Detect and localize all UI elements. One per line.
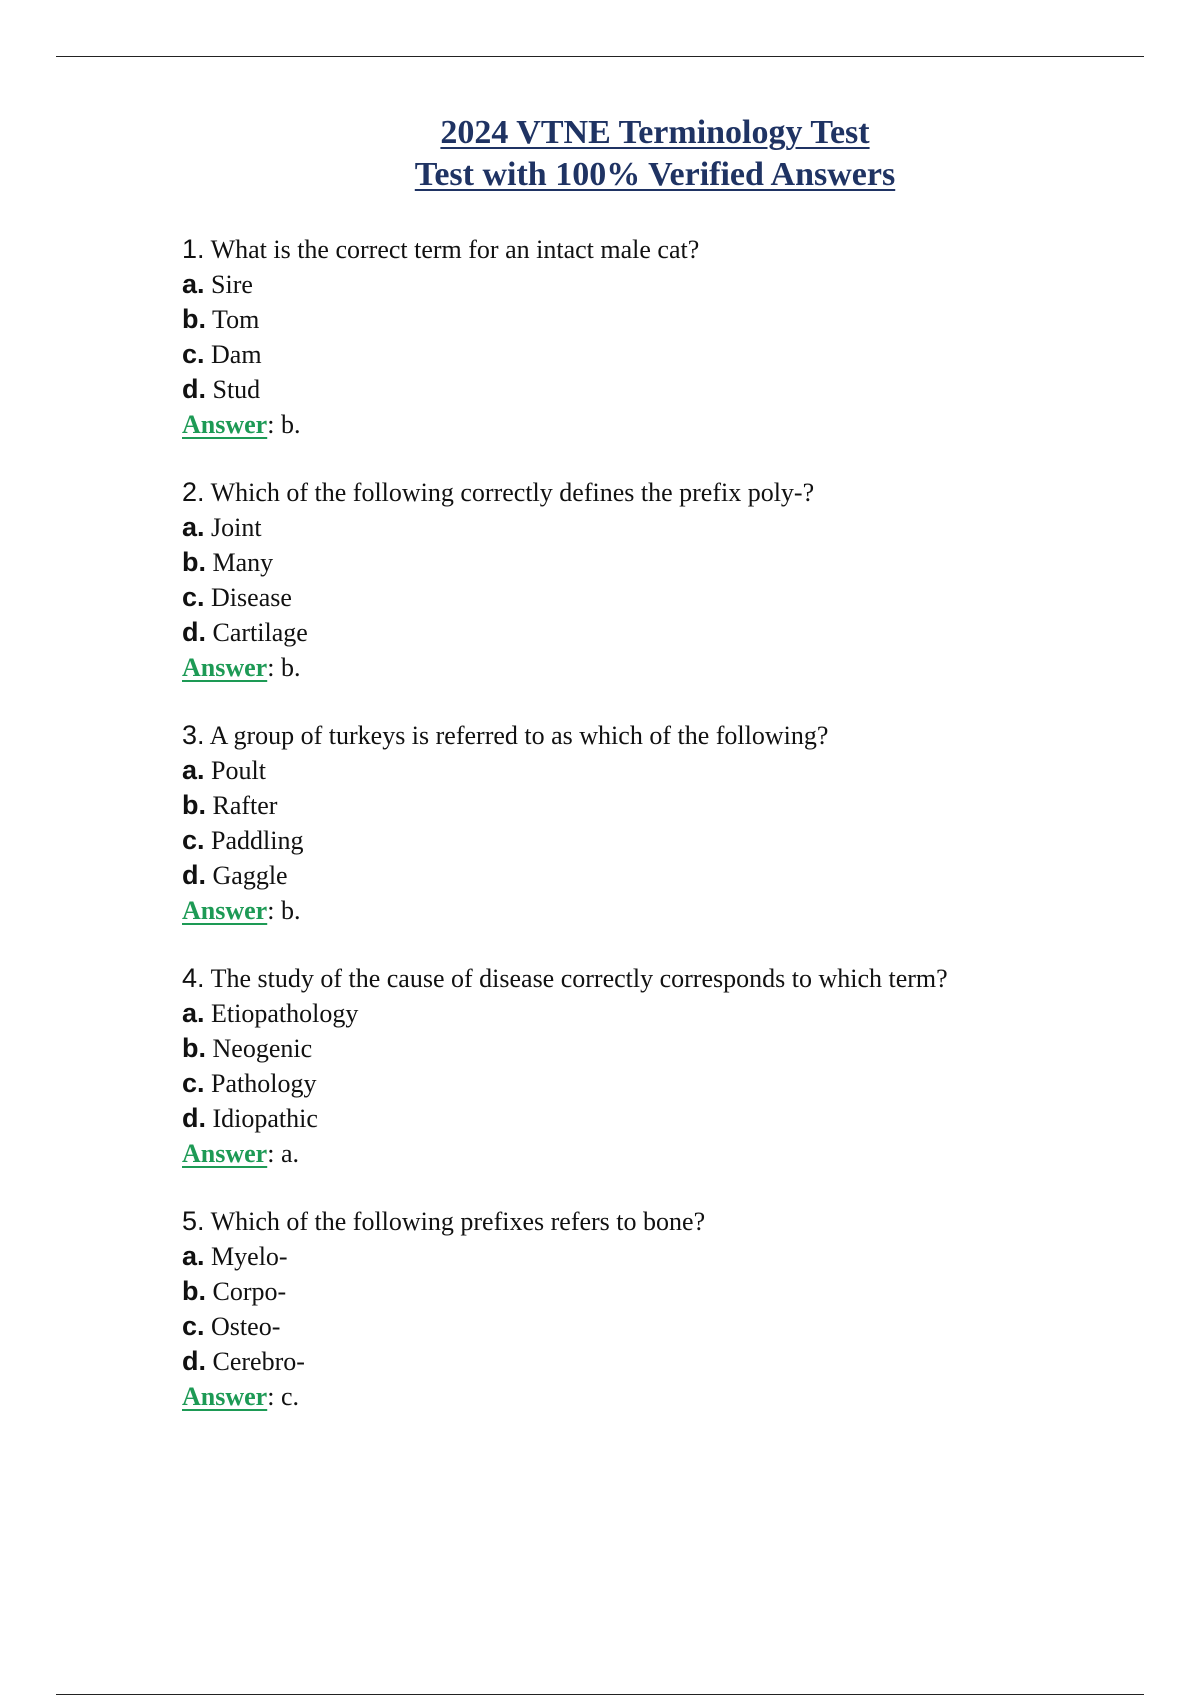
option-text: Idiopathic [212,1104,318,1133]
question-stem [182,232,1142,267]
option-letter: d. [182,860,206,890]
option-d [182,858,1142,893]
answer-line [182,1379,1142,1414]
answer-label: Answer [182,1382,268,1411]
option-d [182,1101,1142,1136]
option-letter: b. [182,304,206,334]
option-a [182,1239,1142,1274]
option-d [182,372,1142,407]
answer-value: : b. [267,896,301,925]
option-letter: c. [182,1068,205,1098]
option-b [182,788,1142,823]
answer-line [182,893,1142,928]
answer-line [182,1136,1142,1171]
question-text: Which of the following prefixes refers to bone? [210,1207,706,1236]
option-letter: a. [182,998,205,1028]
answer-label: Answer [182,653,268,682]
option-letter: c. [182,339,205,369]
option-d [182,1344,1142,1379]
question-text: The study of the cause of disease correctly corresponds to which term? [210,964,948,993]
option-c [182,1066,1142,1101]
option-a [182,510,1142,545]
question-stem [182,1204,1142,1239]
question-number: 4. [182,963,205,993]
top-rule [56,56,1144,57]
question-stem [182,961,1142,996]
title-line-2: Test with 100% Verified Answers [414,156,896,193]
option-letter: d. [182,617,206,647]
bottom-rule [56,1694,1144,1695]
question-text: What is the correct term for an intact male cat? [210,235,700,264]
answer-value: : b. [267,410,301,439]
question-number: 1. [182,234,205,264]
answer-label: Answer [182,1139,268,1168]
option-letter: a. [182,512,205,542]
document-title [0,112,1200,196]
option-letter: a. [182,1241,205,1271]
option-text: Poult [211,756,266,785]
answer-value: : b. [267,653,301,682]
option-a [182,267,1142,302]
option-c [182,580,1142,615]
option-text: Stud [212,375,261,404]
option-text: Pathology [211,1069,317,1098]
option-text: Many [212,548,274,577]
option-text: Cartilage [212,618,308,647]
option-c [182,823,1142,858]
question-number: 3. [182,720,205,750]
option-b [182,1274,1142,1309]
option-letter: a. [182,755,205,785]
question-2 [182,475,1142,718]
answer-line [182,407,1142,442]
option-b [182,545,1142,580]
option-d [182,615,1142,650]
question-text: A group of turkeys is referred to as which of the following? [209,721,829,750]
option-text: Joint [211,513,262,542]
answer-value: : a. [267,1139,299,1168]
option-b [182,302,1142,337]
option-letter: b. [182,1276,206,1306]
question-text: Which of the following correctly defines the prefix poly-? [210,478,815,507]
option-letter: d. [182,1346,206,1376]
option-text: Corpo- [212,1277,287,1306]
question-stem [182,475,1142,510]
option-text: Sire [211,270,253,299]
question-1 [182,232,1142,475]
option-text: Osteo- [211,1312,281,1341]
question-number: 2. [182,477,205,507]
option-text: Etiopathology [211,999,359,1028]
option-text: Neogenic [212,1034,313,1063]
option-letter: c. [182,582,205,612]
option-letter: c. [182,1311,205,1341]
option-letter: d. [182,374,206,404]
answer-label: Answer [182,896,268,925]
option-text: Myelo- [211,1242,288,1271]
option-text: Gaggle [212,861,288,890]
question-stem [182,718,1142,753]
option-b [182,1031,1142,1066]
question-3 [182,718,1142,961]
option-a [182,753,1142,788]
answer-label: Answer [182,410,268,439]
option-letter: b. [182,1033,206,1063]
title-line-1: 2024 VTNE Terminology Test [440,114,870,151]
option-text: Cerebro- [212,1347,305,1376]
option-letter: b. [182,547,206,577]
option-letter: a. [182,269,205,299]
question-4 [182,961,1142,1204]
option-a [182,996,1142,1031]
question-number: 5. [182,1206,205,1236]
option-text: Rafter [212,791,278,820]
option-letter: d. [182,1103,206,1133]
question-5 [182,1204,1142,1447]
option-text: Paddling [211,826,304,855]
option-c [182,337,1142,372]
option-text: Dam [211,340,262,369]
option-text: Disease [211,583,292,612]
answer-line [182,650,1142,685]
option-text: Tom [212,305,260,334]
option-letter: b. [182,790,206,820]
answer-value: : c. [267,1382,299,1411]
option-c [182,1309,1142,1344]
question-list [182,232,1142,1447]
option-letter: c. [182,825,205,855]
